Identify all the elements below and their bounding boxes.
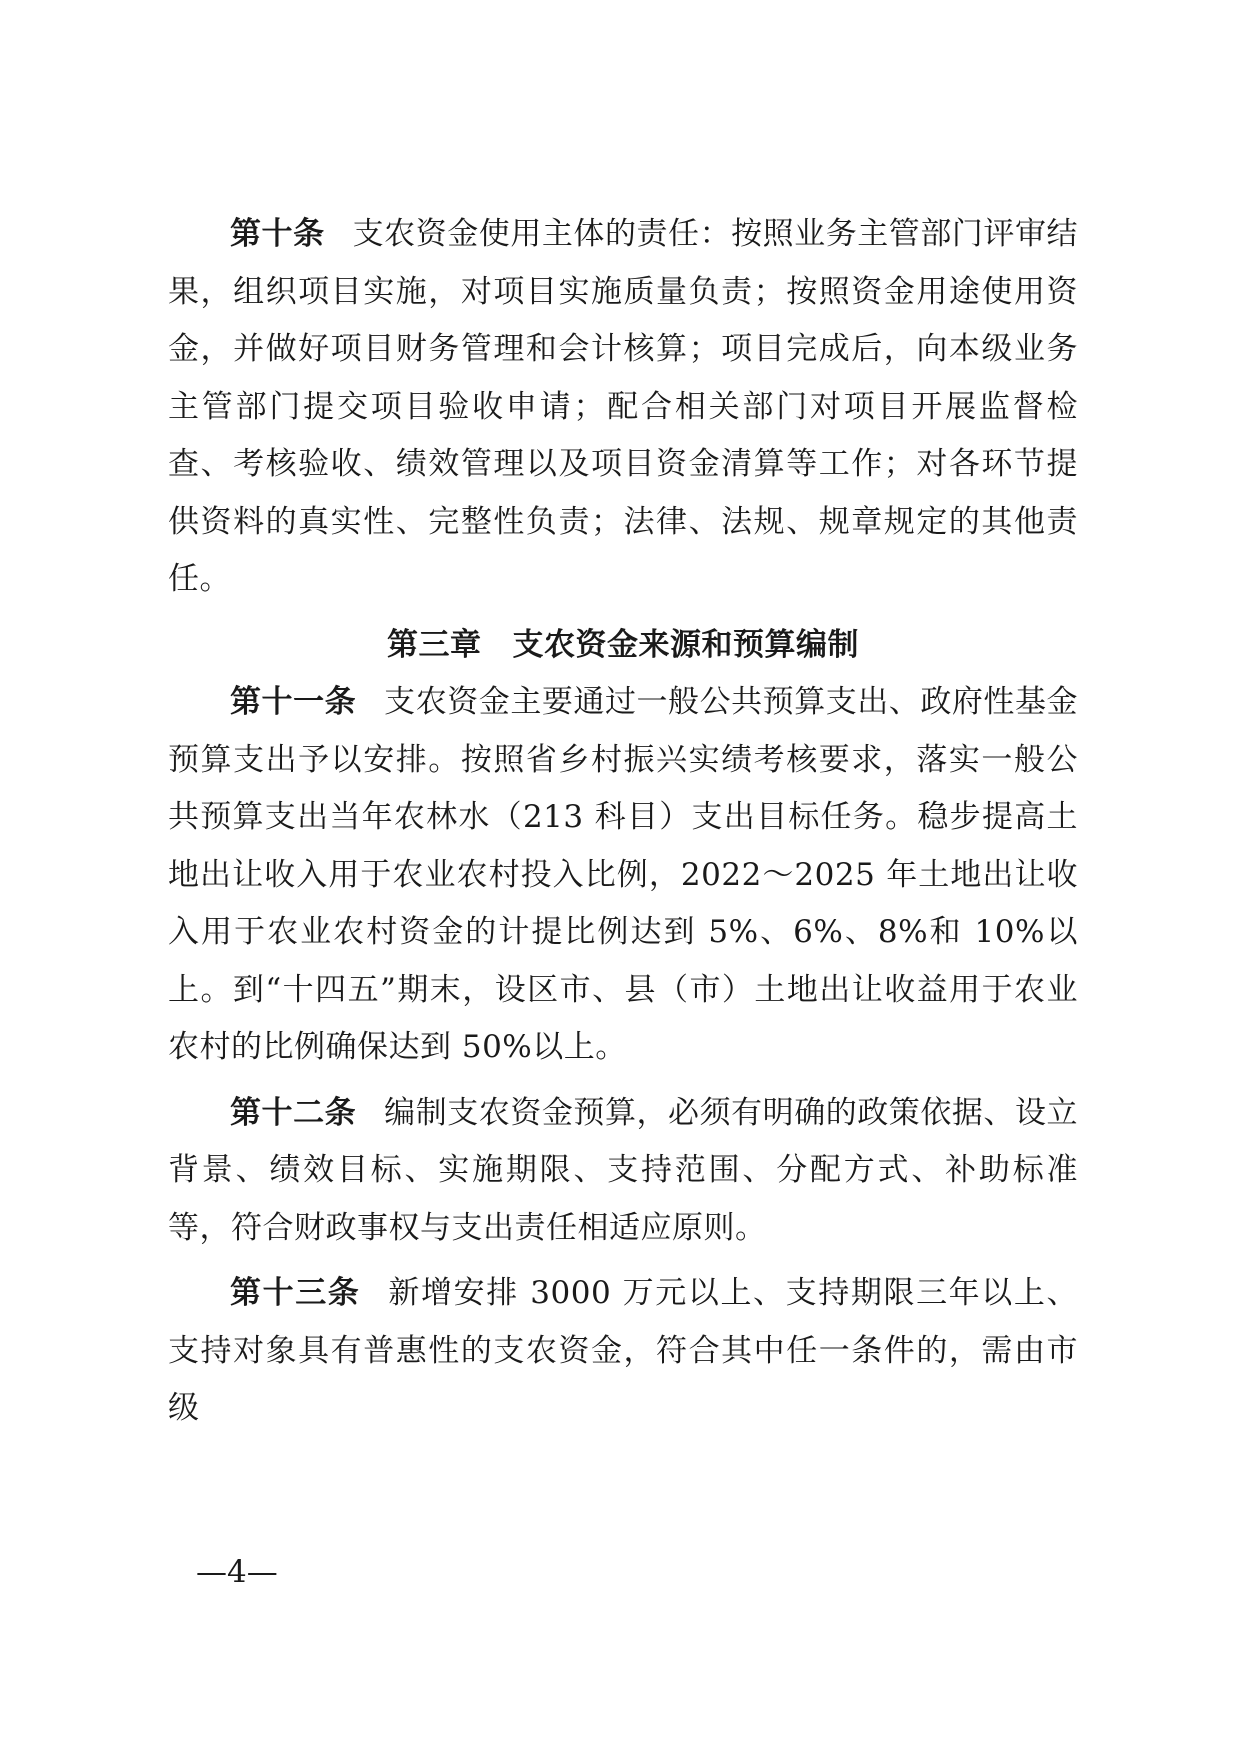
article-10: [168, 206, 1078, 609]
article-10-text: 支农资金使用主体的责任：按照业务主管部门评审结果，组织项目实施，对项目实施质量负责；按照资金用途使用资金，并做好项目财务管理和会计核算；项目完成后，向本级业务主管部门提交项目验收申请；配合相关部门对项目开展监督检查、考核验收、绩效管理以及项目资金清算等工作；对各环节提供资料的真实性、完整性负责；法律、法规、规章规定的其他责任。: [168, 216, 1079, 597]
article-11-number: 第十一条: [230, 684, 357, 720]
article-11-text: 支农资金主要通过一般公共预算支出、政府性基金预算支出予以安排。按照省乡村振兴实绩考核要求，落实一般公共预算支出当年农林水（213 科目）支出目标任务。稳步提高土地出让收入用于农业农村投入比例，2022～2025 年土地出让收入用于农业农村资金的计提比例达到 5%、6%、8%和 10%以上。到“十四五”期末，设区市、县（市）土地出让收益用于农业农村的比例确保达到 50%以上。: [168, 684, 1079, 1065]
article-10-number: 第十条: [230, 216, 325, 252]
document-body: [168, 206, 1078, 1438]
article-12: [168, 1085, 1078, 1258]
article-13-text: 新增安排 3000 万元以上、支持期限三年以上、支持对象具有普惠性的支农资金，符合其中任一条件的，需由市级: [168, 1275, 1078, 1426]
article-13-number: 第十三条: [230, 1275, 361, 1311]
chapter-3-heading: [168, 617, 1078, 675]
chapter-3-title: 支农资金来源和预算编制: [512, 626, 859, 663]
article-12-number: 第十二条: [230, 1094, 357, 1131]
page-number: —4—: [196, 1554, 278, 1590]
article-11: [168, 674, 1078, 1077]
chapter-3-number: 第三章: [387, 626, 482, 663]
article-12-text: 编制支农资金预算，必须有明确的政策依据、设立背景、绩效目标、实施期限、支持范围、分配方式、补助标准等，符合财政事权与支出责任相适应原则。: [168, 1094, 1079, 1246]
article-13: [168, 1265, 1078, 1438]
